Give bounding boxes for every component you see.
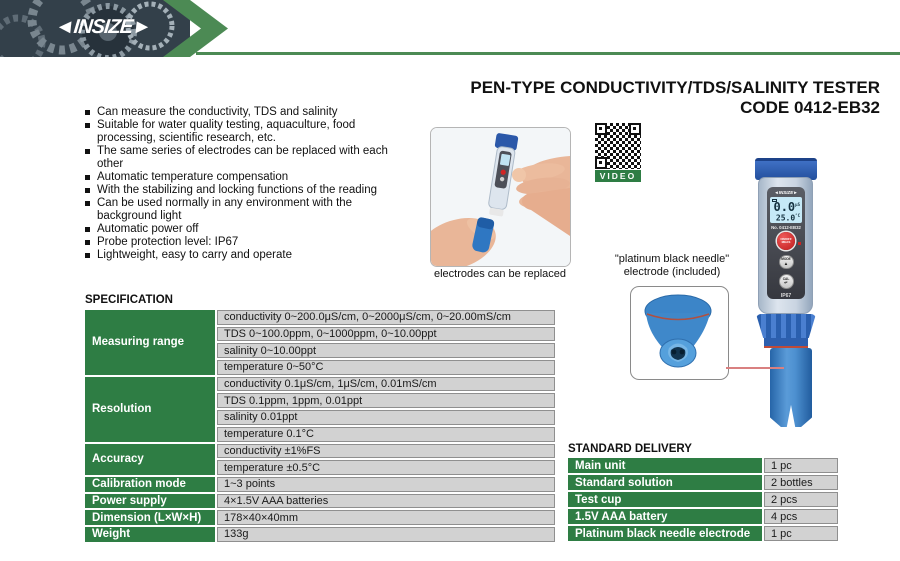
delivery-item-label: Platinum black needle electrode: [568, 526, 762, 541]
spec-row-value: salinity 0~10.00ppt: [217, 343, 555, 358]
feature-item: With the stabilizing and locking functions of the reading: [84, 184, 406, 197]
spec-row-label: Weight: [85, 527, 215, 542]
delivery-item-qty: 2 pcs: [764, 492, 838, 507]
product-photo: [740, 150, 824, 435]
delivery-item-label: Standard solution: [568, 475, 762, 490]
electrode-inset-photo: [630, 286, 729, 380]
delivery-item-label: Test cup: [568, 492, 762, 507]
spec-row-value: temperature 0~50°C: [217, 360, 555, 375]
pen-brand-logo: ◄INSIZE►: [774, 190, 798, 195]
electrode-replacement-photo: [430, 127, 571, 267]
feature-list: [84, 106, 406, 262]
spec-row-value: 178×40×40mm: [217, 510, 555, 525]
mode-button-label: MODE: [781, 257, 791, 261]
cal-button: [779, 274, 794, 289]
spec-row-label: Measuring range: [85, 310, 215, 375]
spec-table: [85, 310, 555, 542]
feature-item: Probe protection level: IP67: [84, 236, 406, 249]
power-meas-button: [777, 232, 795, 250]
pen-electrode: [770, 348, 812, 427]
page-title-line2: CODE 0412-EB32: [740, 98, 880, 117]
lcd-temp-value: 25.0: [775, 213, 796, 223]
feature-item: Suitable for water quality testing, aquaculture, food processing, scientific research, etc.: [84, 119, 406, 145]
cal-button-label: CAL: [782, 276, 790, 281]
spec-row-value: TDS 0~100.0ppm, 0~1000ppm, 0~10.00ppt: [217, 327, 555, 342]
feature-item: Lightweight, easy to carry and operate: [84, 249, 406, 262]
spec-row-value: 1~3 points: [217, 477, 555, 492]
delivery-heading: STANDARD DELIVERY: [568, 443, 692, 455]
spec-row-label: Dimension (L×W×H): [85, 510, 215, 525]
qr-finder-icon: [629, 123, 641, 135]
inset-caption: [592, 253, 752, 279]
spec-row-value: conductivity 0.1μS/cm, 1μS/cm, 0.01mS/cm: [217, 377, 555, 392]
spec-row-value: temperature ±0.5°C: [217, 460, 555, 475]
feature-item: Can be used normally in any environment with the background light: [84, 197, 406, 223]
feature-item: Automatic power off: [84, 223, 406, 236]
power-button-label: ON/OFF: [780, 236, 792, 241]
delivery-item-label: 1.5V AAA battery: [568, 509, 762, 524]
indicator-led: [798, 242, 801, 245]
pen-lcd-display: [770, 197, 802, 223]
video-label: VIDEO: [595, 170, 641, 182]
delivery-item-qty: 1 pc: [764, 526, 838, 541]
spec-row-value: TDS 0.1ppm, 1ppm, 0.01ppt: [217, 393, 555, 408]
ip-rating-label: IP67: [780, 293, 792, 300]
spec-row-label: Accuracy: [85, 444, 215, 475]
spec-row-label: Resolution: [85, 377, 215, 442]
pen-model-number: No. 0412-EB32: [771, 225, 801, 231]
spec-row-label: Calibration mode: [85, 477, 215, 492]
spec-row-value: 133g: [217, 527, 555, 542]
qr-finder-icon: [595, 123, 607, 135]
spec-row-value: 4×1.5V AAA batteries: [217, 494, 555, 509]
spec-heading: SPECIFICATION: [85, 294, 173, 306]
up-arrow-icon: ▲: [783, 260, 789, 266]
delivery-table: [568, 458, 838, 541]
spec-row-value: conductivity ±1%FS: [217, 444, 555, 459]
insize-logo: ◄INSIZE►: [53, 16, 153, 38]
qr-code: [595, 123, 641, 169]
lcd-main-value: 0.0: [773, 200, 796, 214]
hands-caption: electrodes can be replaced: [433, 268, 567, 280]
delivery-item-qty: 1 pc: [764, 458, 838, 473]
lcd-temp-reading: [776, 213, 800, 223]
inset-pointer-line: [726, 367, 784, 369]
inset-caption-line2: electrode (included): [623, 266, 721, 278]
delivery-item-qty: 4 pcs: [764, 509, 838, 524]
qr-finder-icon: [595, 157, 607, 169]
spec-row-value: salinity 0.01ppt: [217, 410, 555, 425]
feature-item: Automatic temperature compensation: [84, 171, 406, 184]
inset-caption-line1: "platinum black needle": [614, 253, 730, 265]
spec-row-label: Power supply: [85, 494, 215, 509]
header-rule: [196, 52, 900, 55]
enter-arrow-icon: ↵: [784, 280, 788, 286]
mode-button: [779, 255, 794, 270]
lcd-main-unit: μS: [795, 202, 800, 207]
delivery-item-qty: 2 bottles: [764, 475, 838, 490]
pen-collar: [756, 314, 816, 338]
spec-row-value: conductivity 0~200.0μS/cm, 0~2000μS/cm, 0~20.00mS/cm: [217, 310, 555, 325]
spec-row-value: temperature 0.1°C: [217, 427, 555, 442]
meas-button-label: MEAS: [781, 239, 791, 244]
page-title-line1: PEN-TYPE CONDUCTIVITY/TDS/SALINITY TESTER: [470, 78, 880, 97]
lcd-temp-unit: °C: [795, 212, 800, 218]
header-chevron-icon: [148, 0, 238, 57]
feature-item: The same series of electrodes can be replaced with each other: [84, 145, 406, 171]
feature-item: Can measure the conductivity, TDS and salinity: [84, 106, 406, 119]
delivery-item-label: Main unit: [568, 458, 762, 473]
pen-oring: [764, 346, 808, 348]
